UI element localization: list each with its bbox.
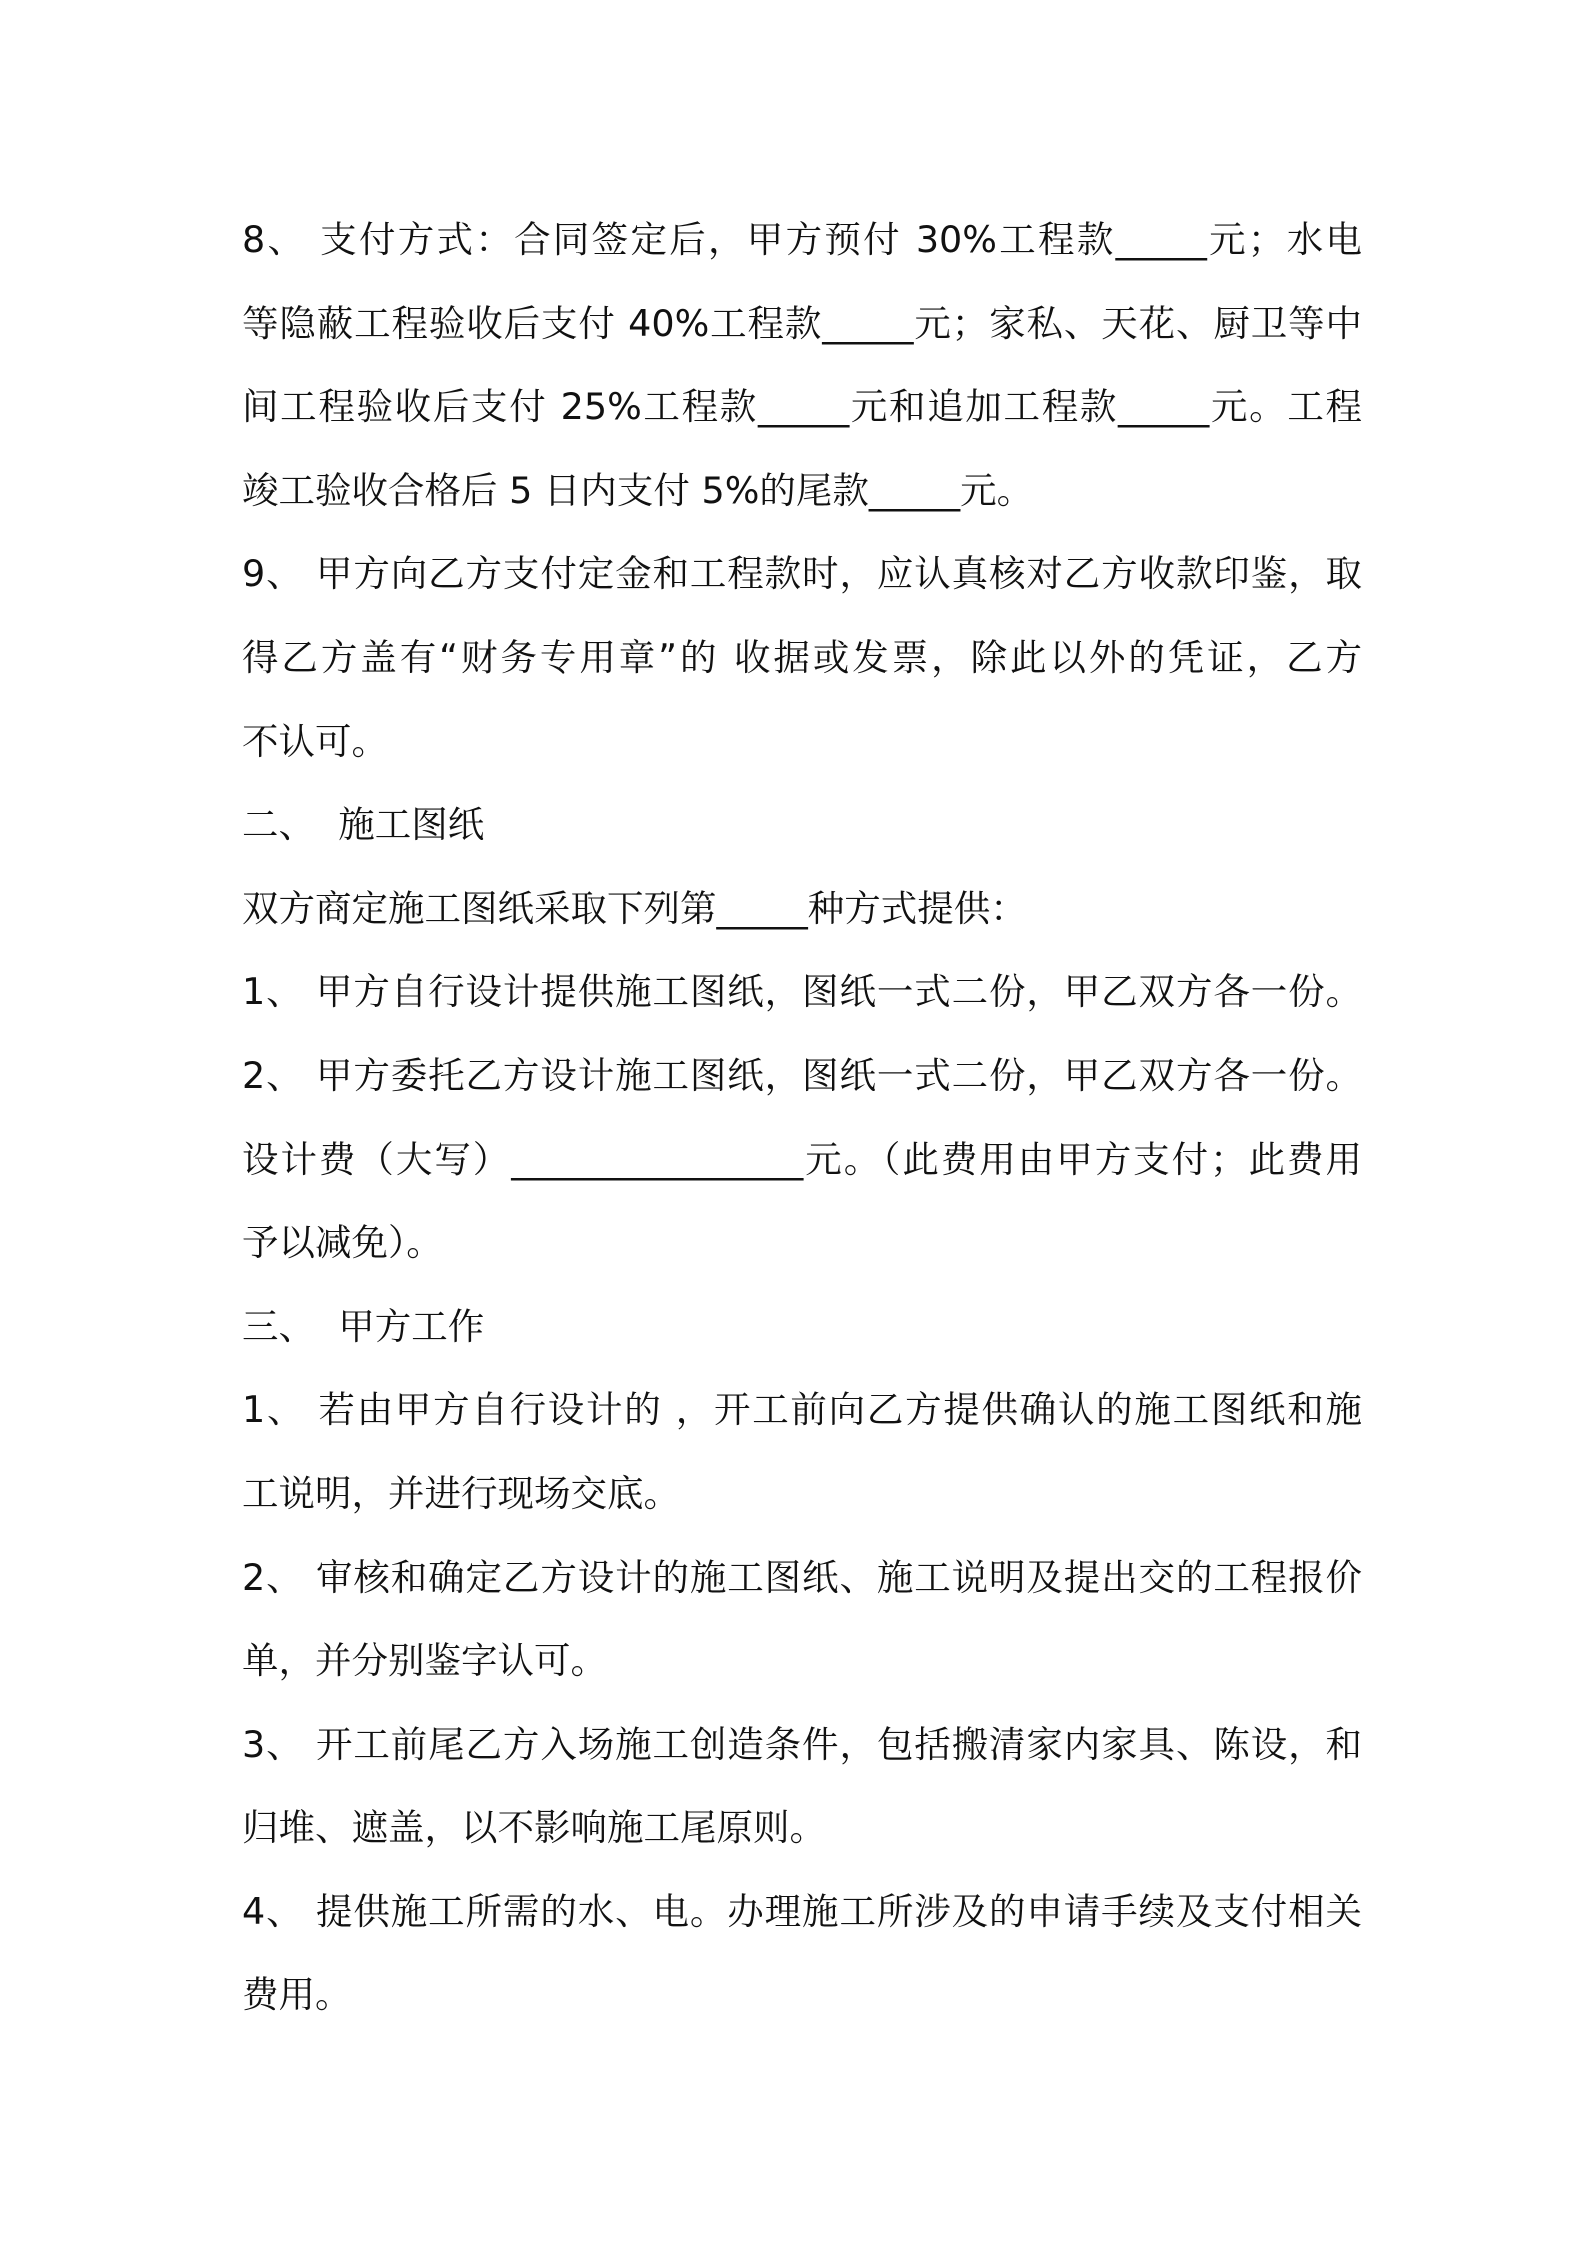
text-line: 不认可。 [242, 719, 388, 763]
text-line: 2、 甲方委托乙方设计施工图纸，图纸一式二份，甲乙双方各一份。 [242, 1053, 1362, 1097]
text-line: 1、 若由甲方自行设计的 ，开工前向乙方提供确认的施工图纸和施 [242, 1388, 1362, 1432]
text-line: 双方商定施工图纸采取下列第_____种方式提供： [242, 886, 1027, 930]
text-line: 间工程验收后支付 25%工程款_____元和追加工程款_____元。工程 [242, 385, 1362, 429]
text-line: 9、 甲方向乙方支付定金和工程款时，应认真核对乙方收款印鉴，取 [242, 552, 1362, 596]
text-line: 得乙方盖有“财务专用章”的 收据或发票，除此以外的凭证，乙方 [242, 635, 1362, 679]
text-line: 3、 开工前尾乙方入场施工创造条件，包括搬清家内家具、陈设，和 [242, 1722, 1362, 1766]
text-line: 1、 甲方自行设计提供施工图纸，图纸一式二份，甲乙双方各一份。 [242, 970, 1362, 1014]
text-line: 2、 审核和确定乙方设计的施工图纸、施工说明及提出交的工程报价 [242, 1555, 1362, 1599]
text-line: 8、 支付方式：合同签定后，甲方预付 30%工程款_____元；水电 [242, 218, 1362, 261]
text-line: 工说明，并进行现场交底。 [242, 1471, 680, 1515]
text-line: 费用。 [242, 1973, 352, 2017]
text-line: 单，并分别鉴字认可。 [242, 1639, 607, 1683]
text-line: 等隐蔽工程验收后支付 40%工程款_____元；家私、天花、厨卫等中 [242, 301, 1362, 345]
document-page [242, 198, 1362, 2037]
text-line: 归堆、遮盖，以不影响施工尾原则。 [242, 1806, 826, 1850]
section-heading: 二、 施工图纸 [242, 803, 485, 847]
text-line: 予以减免）。 [242, 1221, 443, 1265]
section-heading: 三、 甲方工作 [242, 1304, 485, 1348]
text-line: 竣工验收合格后 5 日内支付 5%的尾款_____元。 [242, 468, 1034, 512]
text-line: 4、 提供施工所需的水、电。办理施工所涉及的申请手续及支付相关 [242, 1889, 1362, 1933]
text-line: 设计费（大写）________________元。（此费用由甲方支付；此费用 [242, 1137, 1362, 1181]
